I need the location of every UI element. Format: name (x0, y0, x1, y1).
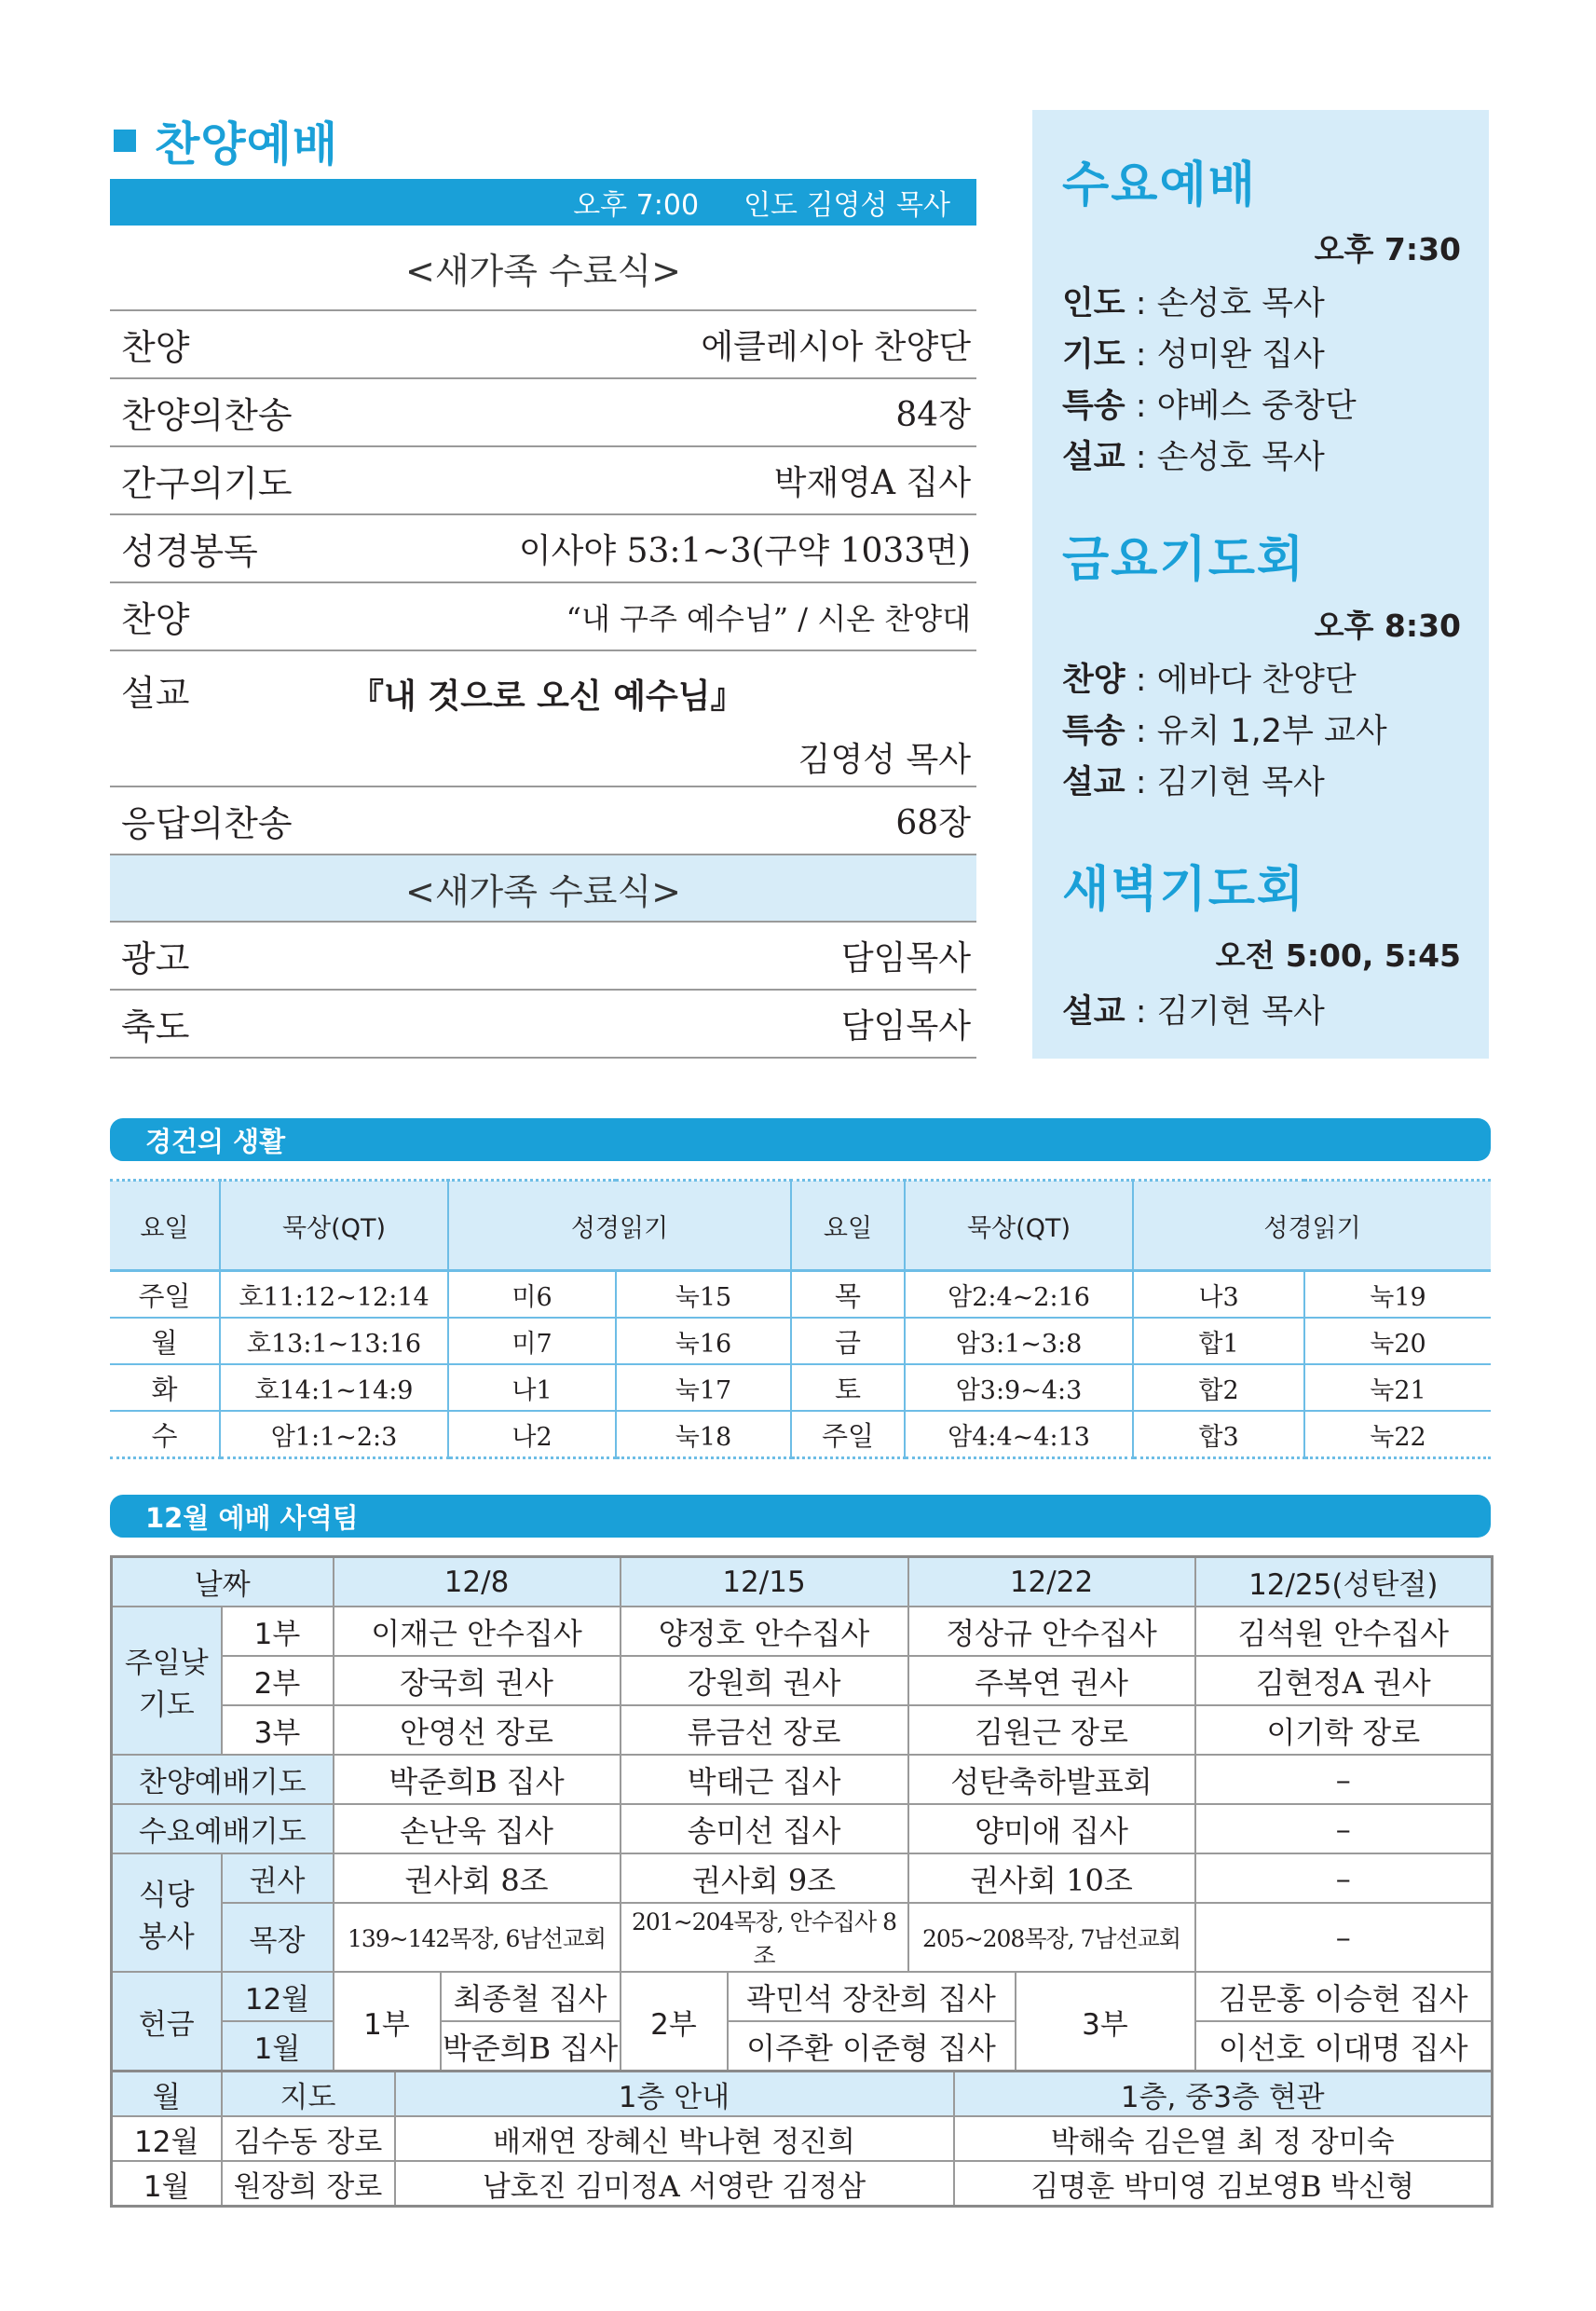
table-cell: 이주환 이준형 집사 (728, 2021, 1016, 2072)
table-cell: 눅17 (616, 1364, 791, 1411)
usher-guide-table (110, 2070, 1494, 2208)
order-detail: 에클레시아 찬양단 (701, 328, 971, 366)
ceremony-subtitle-top: <새가족 수료식> (110, 226, 976, 311)
table-cell: 호13:1~13:16 (220, 1318, 448, 1364)
table-cell: 암3:1~3:8 (905, 1318, 1133, 1364)
table-cell: 김명훈 박미영 김보영B 박신형 (954, 2161, 1493, 2207)
table-cell: 주복연 권사 (908, 1656, 1195, 1705)
column-header: 1층, 중3층 현관 (954, 2072, 1493, 2117)
evening-worship-time-bar (110, 179, 976, 226)
table-cell: 장국희 권사 (334, 1656, 621, 1705)
order-row (110, 991, 976, 1059)
table-row (112, 1705, 1493, 1755)
wednesday-service-title: 수요예배 (1062, 157, 1257, 213)
ceremony-subtitle-bottom: <새가족 수료식> (110, 855, 976, 923)
table-cell: 양정호 안수집사 (621, 1607, 908, 1656)
ministry-team-table (110, 1555, 1494, 2072)
order-detail: 84장 (895, 396, 971, 434)
table-cell: 눅15 (616, 1271, 791, 1319)
table-cell: 안영선 장로 (334, 1705, 621, 1755)
table-cell: 합1 (1133, 1318, 1304, 1364)
table-row (112, 1804, 1493, 1853)
evening-worship-heading (110, 110, 976, 171)
table-cell: 권사회 8조 (334, 1853, 621, 1903)
table-row (112, 1755, 1493, 1804)
service-person: : 유치 1,2부 교사 (1125, 713, 1387, 750)
order-row (110, 447, 976, 515)
table-cell: 나2 (448, 1411, 616, 1458)
table-cell: 남호진 김미정A 서영란 김정삼 (395, 2161, 954, 2207)
table-cell: 나1 (448, 1364, 616, 1411)
table-cell: 수 (110, 1411, 220, 1458)
part-label: 1부 (222, 1607, 334, 1656)
part-label: 권사 (222, 1853, 334, 1903)
sunday-prayer-label: 주일낮 기도 (112, 1607, 222, 1755)
service-person: : 손성호 목사 (1125, 285, 1325, 322)
table-cell: 박준희B 집사 (334, 1755, 621, 1804)
table-cell: 나3 (1133, 1271, 1304, 1319)
service-person: : 에바다 찬양단 (1125, 662, 1357, 699)
table-cell: 1월 (112, 2161, 222, 2207)
order-row (110, 583, 976, 651)
table-cell: 합3 (1133, 1411, 1304, 1458)
offering-label: 헌금 (112, 1972, 222, 2072)
column-header: 묵상(QT) (905, 1181, 1133, 1271)
table-cell: 눅22 (1304, 1411, 1491, 1458)
devotion-section-header: 경건의 생활 (110, 1118, 1491, 1161)
service-role: 설교 (1062, 764, 1125, 801)
table-cell: 주일 (791, 1411, 905, 1458)
column-header: 성경읽기 (1133, 1181, 1491, 1271)
table-row (110, 1364, 1491, 1411)
service-person: : 김기현 목사 (1125, 993, 1325, 1031)
table-cell: 강원희 권사 (621, 1656, 908, 1705)
service-role: 기도 (1062, 336, 1125, 374)
table-cell: 송미선 집사 (621, 1804, 908, 1853)
table-row (112, 1972, 1493, 2021)
service-person: : 야베스 중창단 (1125, 388, 1357, 425)
table-cell: 호11:12~12:14 (220, 1271, 448, 1319)
table-cell: 곽민석 장찬희 집사 (728, 1972, 1016, 2021)
wednesday-service-time: 오후 7:30 (1314, 231, 1461, 267)
table-cell: 월 (110, 1318, 220, 1364)
order-detail: 이사야 53:1~3(구약 1033면) (518, 532, 971, 570)
offering-part-label: 1부 (334, 1972, 441, 2072)
sermon-preacher: 김영성 목사 (798, 741, 971, 779)
offering-part-label: 2부 (621, 1972, 728, 2072)
table-cell: 김수동 장로 (222, 2116, 395, 2161)
column-header: 월 (112, 2072, 222, 2117)
order-item: 광고 (121, 938, 190, 979)
service-person: : 성미완 집사 (1125, 336, 1325, 374)
table-cell: 박태근 집사 (621, 1755, 908, 1804)
table-cell: 암3:9~4:3 (905, 1364, 1133, 1411)
service-line (1062, 705, 1387, 752)
table-cell: 김현정A 권사 (1195, 1656, 1493, 1705)
table-cell: 토 (791, 1364, 905, 1411)
table-cell: 류금선 장로 (621, 1705, 908, 1755)
date-header: 12/15 (621, 1557, 908, 1607)
table-cell: 눅18 (616, 1411, 791, 1458)
table-cell: 이재근 안수집사 (334, 1607, 621, 1656)
table-cell: 눅19 (1304, 1271, 1491, 1319)
table-cell: 김원근 장로 (908, 1705, 1195, 1755)
order-item: 축도 (121, 1006, 190, 1047)
dining-service-label: 식당 봉사 (112, 1853, 222, 1972)
table-row (112, 1903, 1493, 1972)
praise-prayer-label: 찬양예배기도 (112, 1755, 334, 1804)
service-line (1062, 757, 1325, 803)
part-label: 2부 (222, 1656, 334, 1705)
service-line (1062, 986, 1325, 1032)
order-item: 찬양 (121, 327, 190, 368)
friday-prayer-time: 오후 8:30 (1314, 608, 1461, 644)
column-header: 지도 (222, 2072, 395, 2117)
evening-worship-title: 찬양예배 (155, 117, 339, 171)
table-row (112, 2161, 1493, 2207)
table-cell: 배재연 장혜신 박나현 정진희 (395, 2116, 954, 2161)
table-cell: 암2:4~2:16 (905, 1271, 1133, 1319)
column-header: 요일 (791, 1181, 905, 1271)
order-detail: 담임목사 (840, 1007, 971, 1046)
table-row (112, 1656, 1493, 1705)
service-line (1062, 431, 1325, 478)
table-cell: 눅16 (616, 1318, 791, 1364)
column-header: 묵상(QT) (220, 1181, 448, 1271)
table-row (110, 1271, 1491, 1319)
table-cell: 합2 (1133, 1364, 1304, 1411)
table-cell: 이기학 장로 (1195, 1705, 1493, 1755)
weekday-services-box (1032, 110, 1489, 1059)
table-cell: 주일 (110, 1271, 220, 1319)
table-cell: – (1195, 1804, 1493, 1853)
table-cell: 금 (791, 1318, 905, 1364)
service-line (1062, 380, 1357, 427)
table-row (110, 1318, 1491, 1364)
square-bullet-icon (114, 130, 136, 152)
order-detail: 담임목사 (840, 939, 971, 978)
table-cell: 손난욱 집사 (334, 1804, 621, 1853)
order-row (110, 515, 976, 583)
table-cell: 권사회 10조 (908, 1853, 1195, 1903)
date-header: 12/25(성탄절) (1195, 1557, 1493, 1607)
evening-worship-time: 오후 7:00 (573, 189, 700, 222)
evening-worship-order (110, 110, 976, 1059)
service-role: 찬양 (1062, 662, 1125, 699)
service-line (1062, 278, 1325, 324)
table-cell: 권사회 9조 (621, 1853, 908, 1903)
table-cell: 201~204목장, 안수집사 8조 (621, 1903, 908, 1972)
part-label: 목장 (222, 1903, 334, 1972)
dawn-prayer-title: 새벽기도회 (1062, 862, 1306, 918)
table-cell: 12월 (112, 2116, 222, 2161)
table-cell: 눅20 (1304, 1318, 1491, 1364)
service-line (1062, 329, 1325, 376)
table-cell: 김문홍 이승현 집사 (1195, 1972, 1493, 2021)
service-person: : 손성호 목사 (1125, 439, 1325, 476)
table-cell: – (1195, 1755, 1493, 1804)
table-cell: – (1195, 1903, 1493, 1972)
month-label: 1월 (222, 2021, 334, 2072)
table-cell: – (1195, 1853, 1493, 1903)
table-row (112, 1607, 1493, 1656)
order-detail: “내 구주 예수님” / 시온 찬양대 (566, 600, 971, 636)
date-label: 날짜 (112, 1557, 334, 1607)
service-role: 특송 (1062, 713, 1125, 750)
dawn-prayer-time: 오전 5:00, 5:45 (1215, 937, 1461, 974)
friday-prayer-title: 금요기도회 (1062, 532, 1306, 588)
table-cell: 목 (791, 1271, 905, 1319)
column-header: 성경읽기 (448, 1181, 791, 1271)
order-row (110, 787, 976, 855)
sermon-title: 『내 것으로 오신 예수님』 (350, 677, 744, 716)
table-cell: 박해숙 김은열 최 정 장미숙 (954, 2116, 1493, 2161)
table-cell: 최종철 집사 (441, 1972, 621, 2021)
service-role: 인도 (1062, 285, 1125, 322)
table-cell: 미6 (448, 1271, 616, 1319)
service-line (1062, 654, 1357, 701)
column-header: 요일 (110, 1181, 220, 1271)
devotion-header-row (110, 1181, 1491, 1271)
table-cell: 암4:4~4:13 (905, 1411, 1133, 1458)
table-row (112, 2021, 1493, 2072)
column-header: 1층 안내 (395, 2072, 954, 2117)
service-person: : 김기현 목사 (1125, 764, 1325, 801)
devotion-table (110, 1179, 1491, 1459)
order-item: 찬양의찬송 (121, 395, 293, 436)
table-row (110, 1411, 1491, 1458)
evening-worship-leader: 인도 김영성 목사 (743, 189, 950, 222)
order-item: 응답의찬송 (121, 803, 293, 844)
order-row (110, 923, 976, 991)
month-label: 12월 (222, 1972, 334, 2021)
date-header: 12/22 (908, 1557, 1195, 1607)
table-cell: 이선호 이대명 집사 (1195, 2021, 1493, 2072)
service-role: 설교 (1062, 993, 1125, 1031)
date-row (112, 1557, 1493, 1607)
order-item: 간구의기도 (121, 463, 293, 504)
ministry-team-section-header: 12월 예배 사역팀 (110, 1495, 1491, 1538)
table-cell: 김석원 안수집사 (1195, 1607, 1493, 1656)
sermon-row (110, 651, 976, 787)
table-row (112, 2116, 1493, 2161)
table-cell: 화 (110, 1364, 220, 1411)
order-item: 찬양 (121, 599, 190, 640)
table-cell: 정상규 안수집사 (908, 1607, 1195, 1656)
order-item: 성경봉독 (121, 531, 258, 572)
part-label: 3부 (222, 1705, 334, 1755)
service-role: 설교 (1062, 439, 1125, 476)
table-cell: 미7 (448, 1318, 616, 1364)
guide-header-row (112, 2072, 1493, 2117)
table-cell: 양미애 집사 (908, 1804, 1195, 1853)
table-cell: 원장희 장로 (222, 2161, 395, 2207)
table-cell: 호14:1~14:9 (220, 1364, 448, 1411)
table-cell: 눅21 (1304, 1364, 1491, 1411)
order-detail: 68장 (895, 804, 971, 842)
order-row (110, 311, 976, 379)
table-cell: 암1:1~2:3 (220, 1411, 448, 1458)
table-cell: 박준희B 집사 (441, 2021, 621, 2072)
date-header: 12/8 (334, 1557, 621, 1607)
table-cell: 성탄축하발표회 (908, 1755, 1195, 1804)
table-row (112, 1853, 1493, 1903)
service-role: 특송 (1062, 388, 1125, 425)
order-row (110, 379, 976, 447)
table-cell: 205~208목장, 7남선교회 (908, 1903, 1195, 1972)
wednesday-prayer-label: 수요예배기도 (112, 1804, 334, 1853)
order-detail: 박재영A 집사 (773, 464, 971, 502)
sermon-label: 설교 (121, 673, 190, 714)
offering-part-label: 3부 (1016, 1972, 1195, 2072)
table-cell: 139~142목장, 6남선교회 (334, 1903, 621, 1972)
